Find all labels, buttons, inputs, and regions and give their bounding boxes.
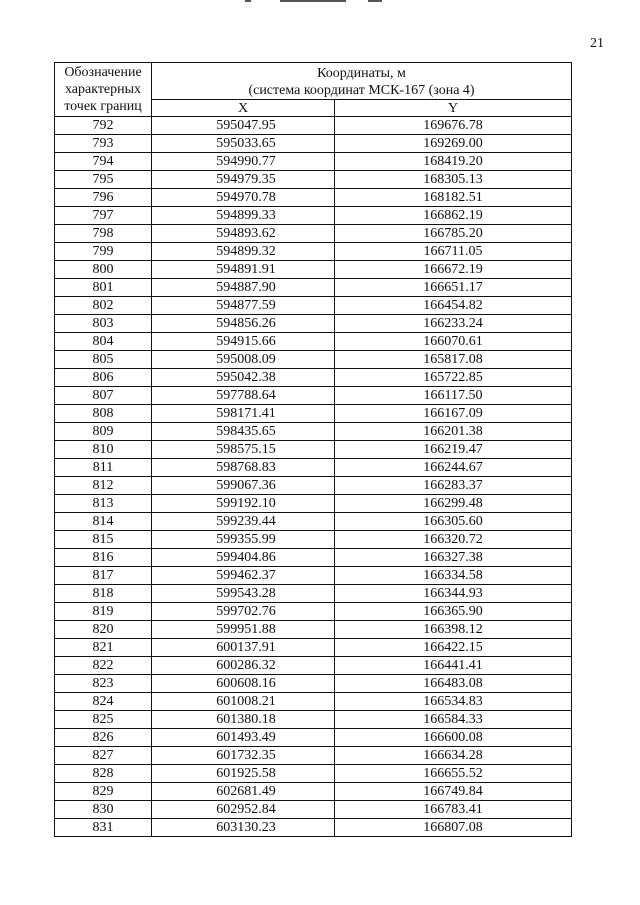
table-body [55,117,572,837]
y-coordinate-cell: 166454.82 [335,297,572,315]
x-coordinate-cell: 599239.44 [152,513,335,531]
y-coordinate-cell: 168182.51 [335,189,572,207]
table-row [55,585,572,603]
table-row [55,729,572,747]
scan-artifact-mark [368,0,382,2]
table-row [55,243,572,261]
table-row [55,315,572,333]
y-coordinate-cell: 166749.84 [335,783,572,801]
point-id-cell: 819 [55,603,152,621]
coordinates-subtitle: (система координат МСК-167 (зона 4) [248,82,475,98]
y-coordinate-cell: 168305.13 [335,171,572,189]
table-row [55,189,572,207]
point-id-cell: 807 [55,387,152,405]
coordinates-title: Координаты, м [317,65,406,81]
y-coordinate-cell: 165817.08 [335,351,572,369]
point-id-cell: 798 [55,225,152,243]
x-coordinate-cell: 599355.99 [152,531,335,549]
table-row [55,135,572,153]
table-row [55,621,572,639]
x-coordinate-cell: 594979.35 [152,171,335,189]
y-coordinate-cell: 166334.58 [335,567,572,585]
y-column-header: Y [335,100,572,117]
table-row [55,441,572,459]
table-row [55,477,572,495]
point-id-cell: 809 [55,423,152,441]
x-coordinate-cell: 595047.95 [152,117,335,135]
page-number: 21 [590,36,604,51]
y-coordinate-cell: 166711.05 [335,243,572,261]
point-id-cell: 823 [55,675,152,693]
y-coordinate-cell: 166634.28 [335,747,572,765]
y-coordinate-cell: 166201.38 [335,423,572,441]
table-row [55,171,572,189]
y-coordinate-cell: 166070.61 [335,333,572,351]
table-row [55,207,572,225]
x-coordinate-cell: 601380.18 [152,711,335,729]
point-id-cell: 815 [55,531,152,549]
x-coordinate-cell: 603130.23 [152,819,335,837]
point-id-cell: 796 [55,189,152,207]
x-coordinate-cell: 600137.91 [152,639,335,657]
point-id-cell: 793 [55,135,152,153]
point-header-line: точек границ [64,99,142,114]
point-id-cell: 818 [55,585,152,603]
point-id-cell: 805 [55,351,152,369]
scan-artifact-mark [280,0,346,2]
table-row [55,369,572,387]
x-coordinate-cell: 598575.15 [152,441,335,459]
y-coordinate-cell: 166785.20 [335,225,572,243]
x-coordinate-cell: 594899.32 [152,243,335,261]
x-coordinate-cell: 595042.38 [152,369,335,387]
y-coordinate-cell: 166672.19 [335,261,572,279]
x-coordinate-cell: 598435.65 [152,423,335,441]
y-coordinate-cell: 166807.08 [335,819,572,837]
y-coordinate-cell: 168419.20 [335,153,572,171]
x-coordinate-cell: 599951.88 [152,621,335,639]
point-id-cell: 821 [55,639,152,657]
table-row [55,423,572,441]
y-coordinate-cell: 166365.90 [335,603,572,621]
table-row [55,387,572,405]
table-row [55,297,572,315]
point-id-cell: 816 [55,549,152,567]
x-coordinate-cell: 597788.64 [152,387,335,405]
y-coordinate-cell: 166117.50 [335,387,572,405]
y-coordinate-cell: 166219.47 [335,441,572,459]
x-coordinate-cell: 599192.10 [152,495,335,513]
point-header-line: Обозначение [64,65,142,80]
x-coordinate-cell: 601925.58 [152,765,335,783]
x-coordinate-cell: 594899.33 [152,207,335,225]
coordinates-table [54,62,572,837]
x-column-header: X [152,100,335,117]
table-row [55,153,572,171]
y-coordinate-cell: 166783.41 [335,801,572,819]
y-coordinate-cell: 166283.37 [335,477,572,495]
x-coordinate-cell: 594856.26 [152,315,335,333]
x-coordinate-cell: 599067.36 [152,477,335,495]
table-row [55,549,572,567]
x-coordinate-cell: 599702.76 [152,603,335,621]
point-id-cell: 831 [55,819,152,837]
table-row [55,747,572,765]
table-row [55,801,572,819]
table-row [55,405,572,423]
y-coordinate-cell: 166299.48 [335,495,572,513]
table-row [55,567,572,585]
x-coordinate-cell: 599404.86 [152,549,335,567]
point-id-cell: 801 [55,279,152,297]
table-row [55,765,572,783]
y-coordinate-cell: 166422.15 [335,639,572,657]
point-id-cell: 811 [55,459,152,477]
point-id-cell: 806 [55,369,152,387]
point-id-cell: 794 [55,153,152,171]
x-coordinate-cell: 594970.78 [152,189,335,207]
table-row [55,711,572,729]
table-row [55,603,572,621]
point-id-cell: 802 [55,297,152,315]
y-coordinate-cell: 166398.12 [335,621,572,639]
x-coordinate-cell: 594887.90 [152,279,335,297]
y-coordinate-cell: 166651.17 [335,279,572,297]
y-coordinate-cell: 166233.24 [335,315,572,333]
y-coordinate-cell: 166862.19 [335,207,572,225]
table-row [55,351,572,369]
x-coordinate-cell: 601732.35 [152,747,335,765]
y-coordinate-cell: 169676.78 [335,117,572,135]
point-id-cell: 813 [55,495,152,513]
table-row [55,513,572,531]
table-row [55,261,572,279]
point-id-cell: 817 [55,567,152,585]
scan-artifact-mark [245,0,251,2]
x-coordinate-cell: 598171.41 [152,405,335,423]
table-row [55,495,572,513]
table-row [55,225,572,243]
x-coordinate-cell: 595008.09 [152,351,335,369]
table-header-row [55,63,572,100]
table-row [55,279,572,297]
point-id-cell: 829 [55,783,152,801]
table-row [55,333,572,351]
y-coordinate-cell: 166344.93 [335,585,572,603]
table-row [55,693,572,711]
y-coordinate-cell: 166320.72 [335,531,572,549]
y-coordinate-cell: 165722.85 [335,369,572,387]
point-id-cell: 795 [55,171,152,189]
x-coordinate-cell: 602681.49 [152,783,335,801]
y-coordinate-cell: 166167.09 [335,405,572,423]
table-row [55,783,572,801]
x-coordinate-cell: 595033.65 [152,135,335,153]
coordinates-header [152,63,572,100]
y-coordinate-cell: 166600.08 [335,729,572,747]
x-coordinate-cell: 599543.28 [152,585,335,603]
y-coordinate-cell: 166244.67 [335,459,572,477]
y-coordinate-cell: 166305.60 [335,513,572,531]
table-row [55,675,572,693]
x-coordinate-cell: 598768.83 [152,459,335,477]
point-id-cell: 825 [55,711,152,729]
x-coordinate-cell: 602952.84 [152,801,335,819]
y-coordinate-cell: 166534.83 [335,693,572,711]
y-coordinate-cell: 169269.00 [335,135,572,153]
y-coordinate-cell: 166441.41 [335,657,572,675]
table-row [55,819,572,837]
point-id-cell: 804 [55,333,152,351]
point-id-cell: 797 [55,207,152,225]
table-row [55,657,572,675]
point-id-cell: 812 [55,477,152,495]
x-coordinate-cell: 599462.37 [152,567,335,585]
point-id-cell: 803 [55,315,152,333]
point-id-cell: 824 [55,693,152,711]
table-row [55,531,572,549]
point-id-cell: 810 [55,441,152,459]
x-coordinate-cell: 594990.77 [152,153,335,171]
point-id-cell: 808 [55,405,152,423]
point-id-cell: 827 [55,747,152,765]
x-coordinate-cell: 601493.49 [152,729,335,747]
y-coordinate-cell: 166655.52 [335,765,572,783]
point-id-cell: 792 [55,117,152,135]
table-row [55,639,572,657]
x-coordinate-cell: 601008.21 [152,693,335,711]
point-id-cell: 800 [55,261,152,279]
point-id-cell: 822 [55,657,152,675]
point-id-cell: 826 [55,729,152,747]
x-coordinate-cell: 594877.59 [152,297,335,315]
x-coordinate-cell: 600286.32 [152,657,335,675]
x-coordinate-cell: 594893.62 [152,225,335,243]
y-coordinate-cell: 166584.33 [335,711,572,729]
x-coordinate-cell: 594891.91 [152,261,335,279]
point-id-cell: 820 [55,621,152,639]
point-id-cell: 799 [55,243,152,261]
y-coordinate-cell: 166483.08 [335,675,572,693]
table-row [55,459,572,477]
point-id-cell: 830 [55,801,152,819]
point-header-line: характерных [64,82,142,97]
x-coordinate-cell: 594915.66 [152,333,335,351]
point-designation-header [55,63,152,117]
x-coordinate-cell: 600608.16 [152,675,335,693]
point-id-cell: 814 [55,513,152,531]
y-coordinate-cell: 166327.38 [335,549,572,567]
point-id-cell: 828 [55,765,152,783]
table-row [55,117,572,135]
